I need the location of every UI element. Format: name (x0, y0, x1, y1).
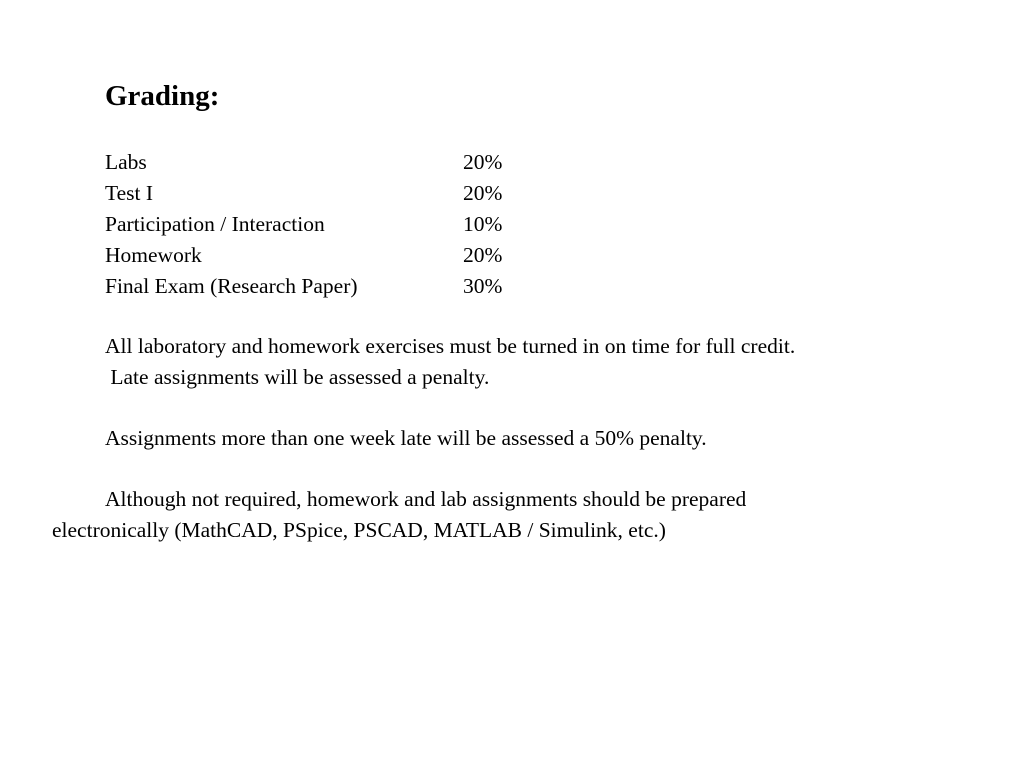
grade-item-label: Participation / Interaction (105, 212, 325, 236)
grade-item-label: Final Exam (Research Paper) (105, 274, 358, 298)
late-policy-line-1: All laboratory and homework exercises must be turned in on time for full credit. (105, 334, 796, 358)
week-late-policy: Assignments more than one week late will be assessed a 50% penalty. (105, 426, 707, 450)
grade-item-label: Test I (105, 181, 154, 205)
grade-item-label: Homework (105, 243, 202, 267)
grading-heading: Grading: (105, 80, 220, 112)
grade-item-label: Labs (105, 150, 147, 174)
electronic-submission-line-2: electronically (MathCAD, PSpice, PSCAD, MATLAB / Simulink, etc.) (52, 518, 666, 542)
electronic-submission-line-1: Although not required, homework and lab assignments should be prepared (105, 487, 747, 511)
grade-weight: 20% (463, 150, 503, 174)
grade-weight: 30% (463, 274, 503, 298)
grade-weight: 10% (463, 212, 503, 236)
grade-weight: 20% (463, 181, 503, 205)
late-policy-line-2: Late assignments will be assessed a penalty. (105, 365, 490, 389)
grade-weight: 20% (463, 243, 503, 267)
